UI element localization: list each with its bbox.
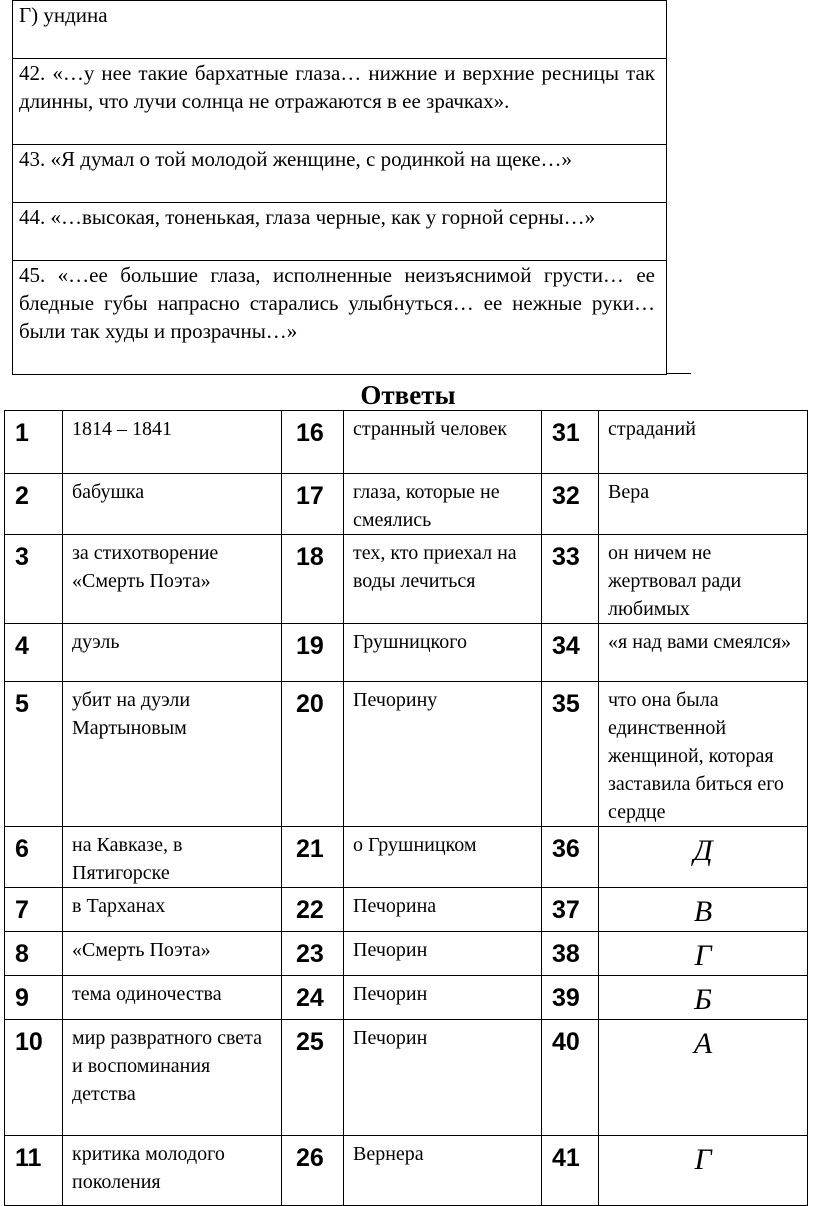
- answer-text: за стихотворение «Смерть Поэта»: [63, 535, 282, 624]
- answer-number: 1: [5, 411, 63, 474]
- answer-number: 40: [542, 1020, 599, 1136]
- answer-number: 22: [282, 888, 344, 932]
- table-row: [5, 1136, 808, 1206]
- answer-text: Вера: [599, 474, 808, 535]
- answer-number: 18: [282, 535, 344, 624]
- answer-text: Печорину: [344, 682, 542, 827]
- answer-text: страданий: [599, 411, 808, 474]
- question-cell: 44. «…высокая, тоненькая, глаза черные, как у горной серны…»: [13, 203, 667, 261]
- table-row: [5, 976, 808, 1020]
- answer-number: 31: [542, 411, 599, 474]
- answer-number: 4: [5, 624, 63, 682]
- answer-number: 6: [5, 827, 63, 888]
- answer-number: 32: [542, 474, 599, 535]
- question-cell: 45. «…ее большие глаза, исполненные неизъяснимой грусти… ее бледные губы напрасно старались улыбнуться… ее нежные руки… были так худы и прозрачны…»: [13, 261, 667, 375]
- answer-text: критика молодого поколения: [63, 1136, 282, 1206]
- answer-letter: В: [599, 888, 808, 932]
- answer-number: 23: [282, 932, 344, 976]
- answer-number: 21: [282, 827, 344, 888]
- answer-number: 36: [542, 827, 599, 888]
- answer-text: Грушницкого: [344, 624, 542, 682]
- answer-number: 24: [282, 976, 344, 1020]
- answer-letter: А: [599, 1020, 808, 1136]
- answer-text: странный человек: [344, 411, 542, 474]
- answer-number: 8: [5, 932, 63, 976]
- answer-number: 38: [542, 932, 599, 976]
- answer-number: 25: [282, 1020, 344, 1136]
- answer-text: «я над вами смеялся»: [599, 624, 808, 682]
- question-cell: 43. «Я думал о той молодой женщине, с родинкой на щеке…»: [13, 145, 667, 203]
- answer-letter: Д: [599, 827, 808, 888]
- answer-text: Вернера: [344, 1136, 542, 1206]
- table-row: [5, 888, 808, 932]
- answer-number: 26: [282, 1136, 344, 1206]
- answer-text: на Кавказе, в Пятигорске: [63, 827, 282, 888]
- answer-text: о Грушницком: [344, 827, 542, 888]
- answer-number: 3: [5, 535, 63, 624]
- answer-letter: Г: [599, 932, 808, 976]
- table-row: [5, 535, 808, 624]
- answer-text: что она была единственной женщиной, которая заставила биться его сердце: [599, 682, 808, 827]
- answer-number: 34: [542, 624, 599, 682]
- answer-text: глаза, которые не смеялись: [344, 474, 542, 535]
- answer-text: «Смерть Поэта»: [63, 932, 282, 976]
- answer-letter: Б: [599, 976, 808, 1020]
- section-title: Ответы: [360, 380, 456, 410]
- answer-text: тех, кто приехал на воды лечиться: [344, 535, 542, 624]
- answer-text: Печорин: [344, 976, 542, 1020]
- question-cell: 42. «…у нее такие бархатные глаза… нижние и верхние ресницы так длинны, что лучи солнца не отражаются в ее зрачках».: [13, 59, 667, 145]
- answer-number: 41: [542, 1136, 599, 1206]
- answer-text: в Тарханах: [63, 888, 282, 932]
- answer-text: убит на дуэли Мартыновым: [63, 682, 282, 827]
- table-row: [5, 682, 808, 827]
- answer-text: дуэль: [63, 624, 282, 682]
- question-cell: Г) ундина: [13, 1, 667, 59]
- answer-number: 9: [5, 976, 63, 1020]
- answer-number: 37: [542, 888, 599, 932]
- table-row: [5, 411, 808, 474]
- table-row: [5, 1020, 808, 1136]
- table-row: [5, 827, 808, 888]
- answer-number: 20: [282, 682, 344, 827]
- answer-text: тема одиночества: [63, 976, 282, 1020]
- answer-text: 1814 – 1841: [63, 411, 282, 474]
- table-row: [5, 932, 808, 976]
- answer-number: 33: [542, 535, 599, 624]
- answer-number: 16: [282, 411, 344, 474]
- answer-number: 35: [542, 682, 599, 827]
- answer-number: 10: [5, 1020, 63, 1136]
- answer-text: он ничем не жертвовал ради любимых: [599, 535, 808, 624]
- answer-number: 11: [5, 1136, 63, 1206]
- answer-letter: Г: [599, 1136, 808, 1206]
- answer-text: Печорин: [344, 932, 542, 976]
- table-row: [5, 624, 808, 682]
- questions-table: [12, 0, 667, 375]
- table-row: [5, 474, 808, 535]
- answer-number: 2: [5, 474, 63, 535]
- answer-text: бабушка: [63, 474, 282, 535]
- answer-number: 19: [282, 624, 344, 682]
- answer-number: 39: [542, 976, 599, 1020]
- table-rule: [667, 373, 691, 374]
- answers-table: [4, 410, 808, 1206]
- answer-text: Печорина: [344, 888, 542, 932]
- answer-number: 7: [5, 888, 63, 932]
- answer-number: 17: [282, 474, 344, 535]
- answer-text: мир развратного света и воспоминания детства: [63, 1020, 282, 1136]
- answer-number: 5: [5, 682, 63, 827]
- answer-text: Печорин: [344, 1020, 542, 1136]
